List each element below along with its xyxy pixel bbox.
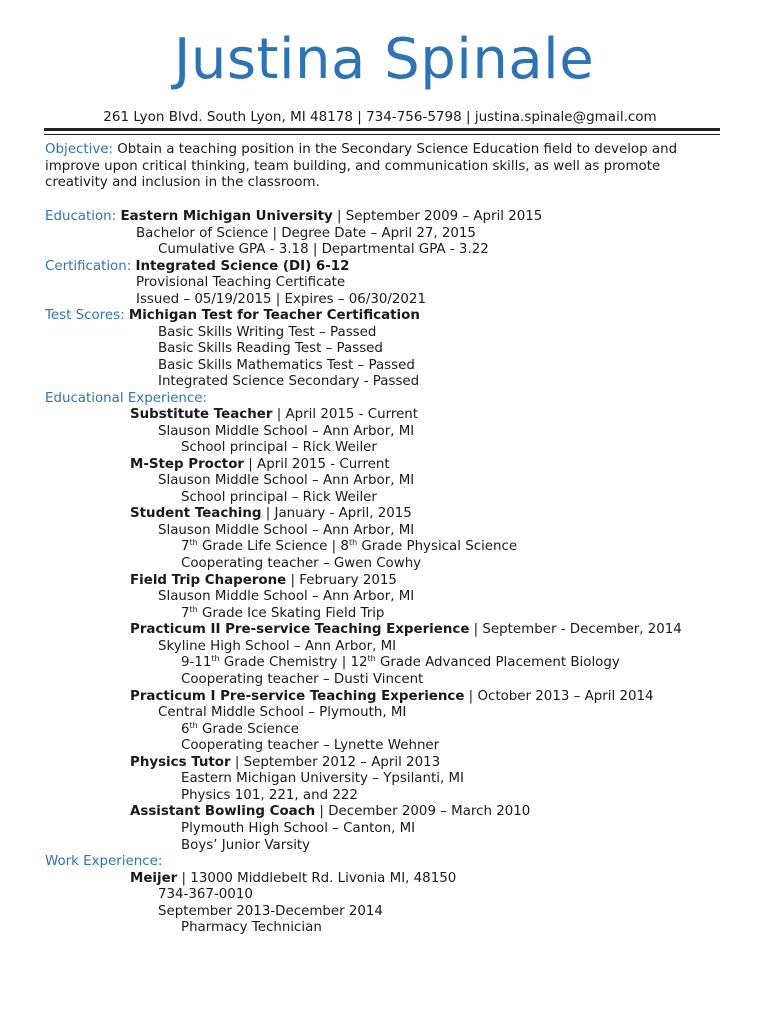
job-dates: | January - April, 2015 (261, 506, 412, 521)
job-dates: | February 2015 (286, 573, 397, 588)
job-detail: Cooperating teacher – Gwen Cowhy (181, 556, 422, 571)
job-detail: Cooperating teacher – Dusti Vincent (181, 672, 424, 687)
job-dates: | April 2015 - Current (244, 457, 390, 472)
job-place: Slauson Middle School – Ann Arbor, MI (158, 424, 415, 439)
detail-text: Grade Chemistry | 12 (219, 655, 368, 670)
ordinal-suffix: th (189, 538, 198, 547)
education-gpa: Cumulative GPA - 3.18 | Departmental GPA - 3.22 (158, 242, 489, 257)
detail-text: 7 (181, 606, 190, 621)
job-detail (181, 722, 299, 738)
test-scores-label: Test Scores: (45, 308, 125, 323)
job-detail: Eastern Michigan University – Ypsilanti, MI (181, 771, 464, 786)
detail-text: Grade Physical Science (357, 539, 518, 554)
job-detail: School principal – Rick Weiler (181, 440, 377, 455)
job-heading (130, 622, 682, 638)
test-score-item: Basic Skills Reading Test – Passed (158, 341, 383, 356)
job-detail: Boys’ Junior Varsity (181, 838, 311, 853)
job-place: Central Middle School – Plymouth, MI (158, 705, 407, 720)
detail-text: Grade Advanced Placement Biology (375, 655, 620, 670)
work-address: | 13000 Middlebelt Rd. Livonia MI, 48150 (177, 871, 457, 886)
job-title: Field Trip Chaperone (130, 573, 287, 588)
detail-text: 7 (181, 539, 190, 554)
test-score-item: Integrated Science Secondary - Passed (158, 374, 420, 389)
ordinal-suffix: th (367, 654, 376, 663)
ordinal-suffix: th (348, 538, 358, 547)
detail-text: 6 (181, 722, 190, 737)
header-divider-thin (44, 134, 720, 135)
objective-section (45, 142, 725, 192)
job-place: Slauson Middle School – Ann Arbor, MI (158, 473, 415, 488)
educational-experience-label: Educational Experience: (45, 391, 208, 406)
job-title: Practicum II Pre-service Teaching Experience (130, 622, 470, 637)
job-dates: | April 2015 - Current (272, 407, 419, 422)
job-detail (181, 539, 517, 555)
education-heading (45, 209, 542, 225)
job-title: Physics Tutor (130, 755, 231, 770)
job-heading (130, 804, 530, 820)
test-scores-title: Michigan Test for Teacher Certification (128, 308, 420, 323)
work-experience-label: Work Experience: (45, 854, 163, 869)
certification-title: Integrated Science (DI) 6-12 (135, 259, 350, 274)
job-heading (130, 755, 440, 771)
detail-text: Grade Life Science | 8 (197, 539, 349, 554)
resume-name: Justina Spinale (173, 27, 595, 92)
job-dates: | September 2012 – April 2013 (230, 755, 441, 770)
job-dates: | December 2009 – March 2010 (315, 804, 531, 819)
job-dates: | October 2013 – April 2014 (464, 689, 654, 704)
job-detail: Physics 101, 221, and 222 (181, 788, 358, 803)
job-detail (181, 606, 384, 622)
objective-text: Obtain a teaching position in the Secondary Science Education field to develop and improve upon critical thinking, team building, and communication skills, as well as promote creativity and inclusion in the classroom. (45, 142, 678, 191)
objective-label: Objective: (45, 142, 114, 157)
test-score-item: Basic Skills Writing Test – Passed (158, 325, 377, 340)
work-dates: September 2013-December 2014 (158, 904, 383, 919)
job-title: Substitute Teacher (130, 407, 273, 422)
education-school: Eastern Michigan University (120, 209, 333, 224)
job-heading (130, 407, 418, 423)
ordinal-suffix: th (211, 654, 220, 663)
job-heading (130, 457, 390, 473)
job-heading (130, 506, 412, 522)
certification-heading (45, 259, 349, 275)
job-place: Slauson Middle School – Ann Arbor, MI (158, 523, 415, 538)
certification-dates: Issued – 05/19/2015 | Expires – 06/30/2021 (136, 292, 426, 307)
certification-label: Certification: (45, 259, 132, 274)
job-title: M-Step Proctor (130, 457, 245, 472)
job-heading (130, 689, 654, 705)
job-dates: | September - December, 2014 (469, 622, 682, 637)
ordinal-suffix: th (189, 721, 198, 730)
job-title: Student Teaching (130, 506, 262, 521)
test-score-item: Basic Skills Mathematics Test – Passed (158, 358, 415, 373)
job-heading (130, 573, 397, 589)
job-place: Slauson Middle School – Ann Arbor, MI (158, 589, 415, 604)
detail-text: Grade Science (197, 722, 299, 737)
job-detail (181, 655, 620, 671)
certification-type: Provisional Teaching Certificate (136, 275, 346, 290)
education-dates: | September 2009 – April 2015 (332, 209, 543, 224)
job-detail: Cooperating teacher – Lynette Wehner (181, 738, 440, 753)
ordinal-suffix: th (189, 605, 198, 614)
education-degree: Bachelor of Science | Degree Date – April 27, 2015 (136, 226, 476, 241)
job-place: Skyline High School – Ann Arbor, MI (158, 639, 397, 654)
detail-text: 9-11 (181, 655, 212, 670)
detail-text: Grade Ice Skating Field Trip (197, 606, 385, 621)
job-title: Practicum I Pre-service Teaching Experience (130, 689, 465, 704)
header-divider-thick (44, 128, 720, 131)
work-employer: Meijer (130, 871, 178, 886)
job-detail: Plymouth High School – Canton, MI (181, 821, 416, 836)
job-detail: School principal – Rick Weiler (181, 490, 377, 505)
work-role: Pharmacy Technician (181, 920, 322, 935)
job-title: Assistant Bowling Coach (130, 804, 316, 819)
test-scores-heading (45, 308, 420, 324)
education-label: Education: (45, 209, 117, 224)
work-phone: 734-367-0010 (158, 887, 253, 902)
work-heading (130, 871, 456, 887)
contact-line: 261 Lyon Blvd. South Lyon, MI 48178 | 734-756-5798 | justina.spinale@gmail.com (103, 109, 657, 125)
